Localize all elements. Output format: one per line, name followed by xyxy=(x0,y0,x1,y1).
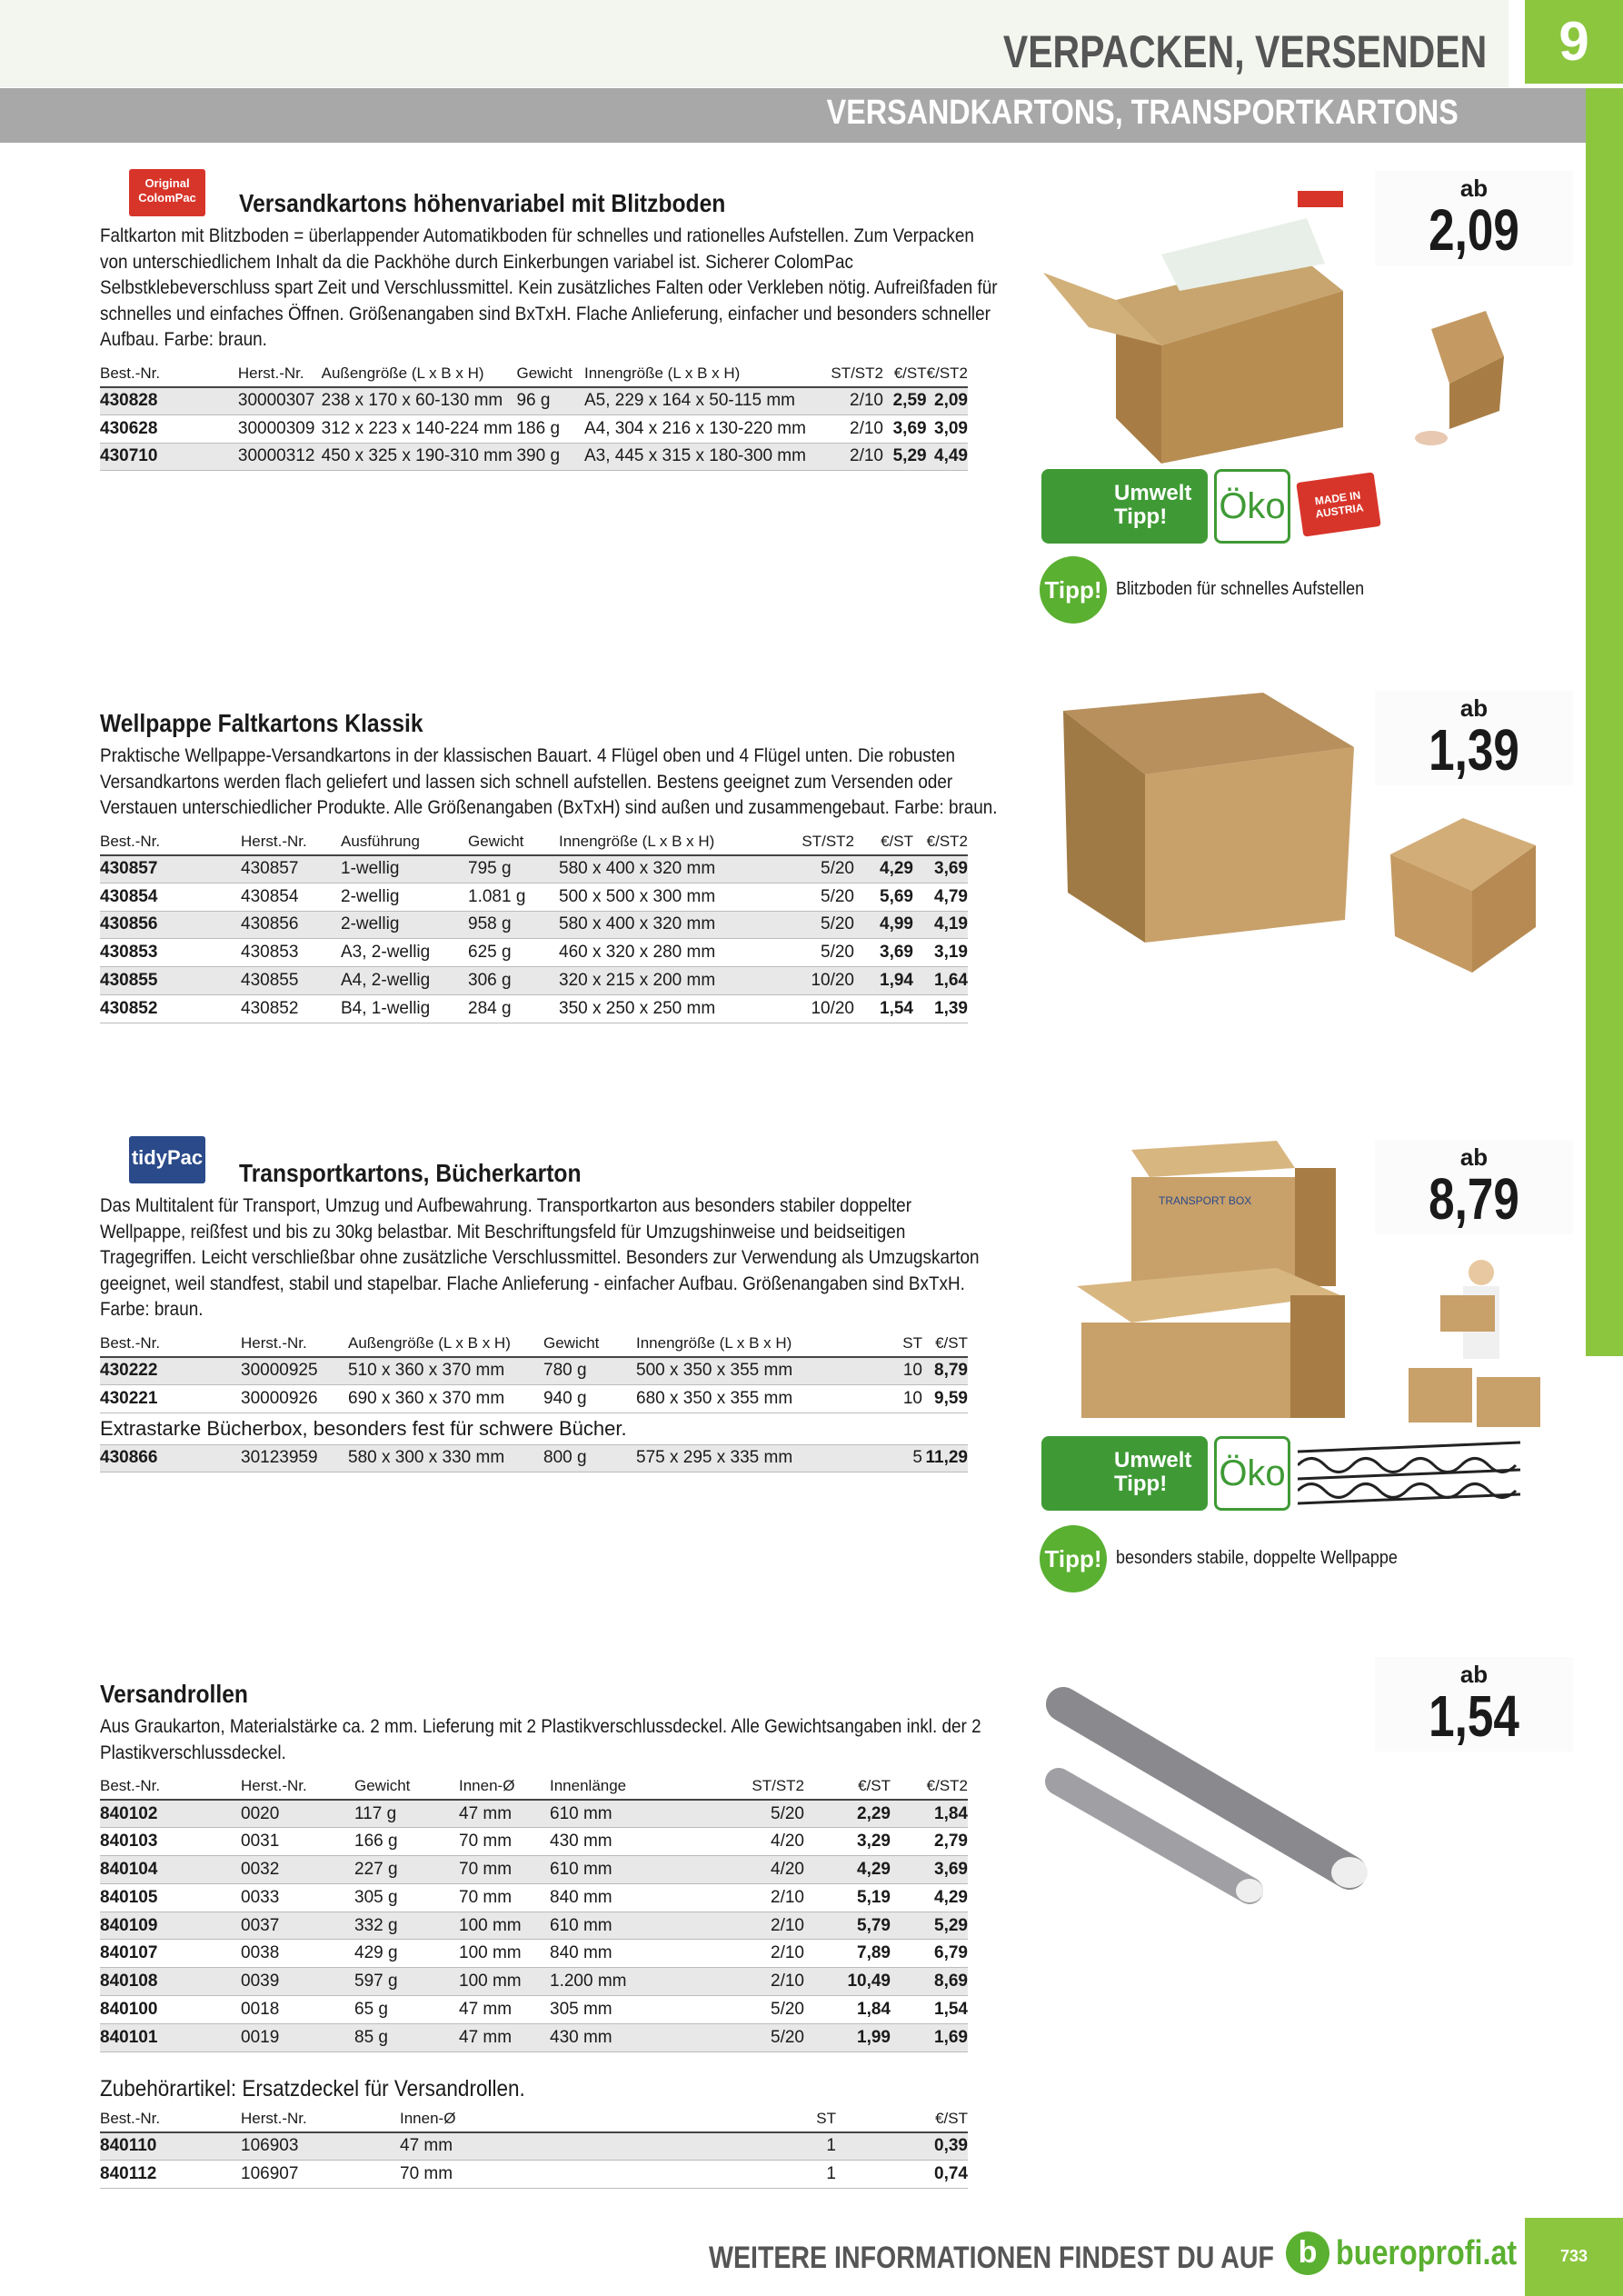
article-number-cell: 430852 xyxy=(100,994,241,1023)
table-cell: 166 g xyxy=(354,1828,459,1856)
table-cell: 1,54 xyxy=(891,1996,968,2024)
table-cell: 8,69 xyxy=(891,1968,968,1996)
table-cell: 312 x 223 x 140-224 mm xyxy=(322,414,517,443)
table-cell: 350 x 250 x 250 mm xyxy=(559,994,768,1023)
table-cell: 625 g xyxy=(468,939,559,967)
table-row xyxy=(100,1444,968,1472)
price-ab-label: ab xyxy=(1459,694,1489,722)
price-ab-label: ab xyxy=(1459,1661,1489,1688)
column-header: Herst.-Nr. xyxy=(241,2108,400,2132)
table-row xyxy=(100,1940,968,1968)
column-header: ST/ST2 xyxy=(713,1775,804,1800)
table-cell: 840 mm xyxy=(550,1940,713,1968)
versandrollen-image xyxy=(1036,1682,1381,1909)
table-cell: 0038 xyxy=(241,1940,354,1968)
price-box xyxy=(1375,1657,1573,1752)
table-cell: 3,69 xyxy=(891,1856,968,1884)
umzug-person-image xyxy=(1409,1250,1545,1432)
article-number-cell: 430854 xyxy=(100,883,241,911)
table-cell: 1.200 mm xyxy=(550,1968,713,1996)
table-row xyxy=(100,1968,968,1996)
table-cell: A4, 304 x 216 x 130-220 mm xyxy=(584,414,816,443)
faltkarton-closed-image xyxy=(1381,800,1545,982)
article-number-cell: 430628 xyxy=(100,414,238,443)
table-cell: 0,74 xyxy=(836,2160,968,2188)
umwelt-tipp-badge: Umwelt Tipp! xyxy=(1041,469,1208,544)
faltkarton-image xyxy=(1054,684,1363,947)
table-cell: 510 x 360 x 370 mm xyxy=(348,1357,543,1385)
table-cell: 780 g xyxy=(543,1357,636,1385)
table-cell: 10 xyxy=(872,1384,922,1413)
column-header: €/ST xyxy=(883,363,927,387)
column-header: €/ST xyxy=(836,2108,968,2132)
table-cell: 47 mm xyxy=(400,2132,709,2161)
table-cell: 1,64 xyxy=(913,967,968,995)
table-cell: 2,29 xyxy=(804,1800,891,1828)
table-row xyxy=(100,1996,968,2024)
column-header: Best.-Nr. xyxy=(100,363,238,387)
column-header: Innengröße (L x B x H) xyxy=(636,1333,872,1357)
column-header: Innengröße (L x B x H) xyxy=(584,363,816,387)
table-cell: 65 g xyxy=(354,1996,459,2024)
product-table xyxy=(100,831,968,1023)
table-cell: 2/10 xyxy=(816,414,883,443)
table-cell: 5,69 xyxy=(854,883,913,911)
column-header: Gewicht xyxy=(516,363,584,387)
price-box xyxy=(1375,1140,1573,1234)
table-cell: 1,99 xyxy=(804,2023,891,2051)
chapter-tab-number[interactable]: 9 xyxy=(1525,0,1623,84)
table-cell: 5/20 xyxy=(768,939,854,967)
table-cell: 2-wellig xyxy=(341,911,468,939)
table-cell: 284 g xyxy=(468,994,559,1023)
column-header: Gewicht xyxy=(543,1333,636,1357)
table-cell: 332 g xyxy=(354,1912,459,1940)
table-cell: 430855 xyxy=(241,967,341,995)
footer-url-link[interactable]: bueroprofi.at xyxy=(1336,2234,1518,2272)
table-cell: 1,69 xyxy=(891,2023,968,2051)
table-cell: 227 g xyxy=(354,1856,459,1884)
table-cell: 30000925 xyxy=(241,1357,348,1385)
article-number-cell: 430222 xyxy=(100,1357,241,1385)
table-row xyxy=(100,911,968,939)
article-number-cell: 840112 xyxy=(100,2160,241,2188)
table-cell: 958 g xyxy=(468,911,559,939)
table-cell: 430853 xyxy=(241,939,341,967)
table-cell: 70 mm xyxy=(459,1828,550,1856)
column-header: Best.-Nr. xyxy=(100,1775,241,1800)
article-number-cell: 840105 xyxy=(100,1883,241,1912)
table-cell: 450 x 325 x 190-310 mm xyxy=(322,443,517,471)
table-cell: 0020 xyxy=(241,1800,354,1828)
table-cell: 1 xyxy=(709,2132,836,2161)
table-cell: 306 g xyxy=(468,967,559,995)
product-table xyxy=(100,1775,968,2052)
accessory-table xyxy=(100,2108,968,2189)
table-cell: 30000309 xyxy=(238,414,322,443)
table-cell: 3,09 xyxy=(927,414,968,443)
price-box xyxy=(1375,171,1573,265)
table-cell: 85 g xyxy=(354,2023,459,2051)
price-ab-label: ab xyxy=(1459,1143,1489,1171)
table-cell: 460 x 320 x 280 mm xyxy=(559,939,768,967)
column-header: Gewicht xyxy=(468,831,559,855)
table-cell: 305 g xyxy=(354,1883,459,1912)
table-cell: 3,69 xyxy=(883,414,927,443)
table-cell: 1 xyxy=(709,2160,836,2188)
product-title: Versandrollen xyxy=(100,1680,248,1708)
table-cell: 2/10 xyxy=(816,443,883,471)
table-cell: 100 mm xyxy=(459,1912,550,1940)
umwelt-tipp-badge: Umwelt Tipp! xyxy=(1041,1436,1208,1511)
column-header: Best.-Nr. xyxy=(100,831,241,855)
column-header: Ausführung xyxy=(341,831,468,855)
table-cell: 0,39 xyxy=(836,2132,968,2161)
table-row xyxy=(100,883,968,911)
table-cell: 9,59 xyxy=(922,1384,968,1413)
table-cell: 4,29 xyxy=(804,1856,891,1884)
table-cell: 800 g xyxy=(543,1444,636,1472)
table-cell: 597 g xyxy=(354,1968,459,1996)
table-cell: 0033 xyxy=(241,1883,354,1912)
table-cell: 3,29 xyxy=(804,1828,891,1856)
table-cell: 2/10 xyxy=(713,1912,804,1940)
table-cell: 11,29 xyxy=(922,1444,968,1472)
column-header: ST xyxy=(709,2108,836,2132)
column-header: Best.-Nr. xyxy=(100,2108,241,2132)
table-cell: 2,79 xyxy=(891,1828,968,1856)
table-cell: 429 g xyxy=(354,1940,459,1968)
table-row xyxy=(100,1800,968,1828)
table-cell: 580 x 400 x 320 mm xyxy=(559,855,768,883)
article-number-cell: 840102 xyxy=(100,1800,241,1828)
table-cell: 500 x 500 x 300 mm xyxy=(559,883,768,911)
price-box xyxy=(1375,691,1573,785)
table-cell: 1,84 xyxy=(891,1800,968,1828)
table-cell: 2/10 xyxy=(713,1968,804,1996)
table-row xyxy=(100,1856,968,1884)
table-cell: 100 mm xyxy=(459,1940,550,1968)
article-number-cell: 840110 xyxy=(100,2132,241,2161)
tipp-text: besonders stabile, doppelte Wellpappe xyxy=(1116,1548,1398,1568)
table-cell: 430856 xyxy=(241,911,341,939)
article-number-cell: 430710 xyxy=(100,443,238,471)
column-header: Außengröße (L x B x H) xyxy=(322,363,517,387)
table-cell: A3, 2-wellig xyxy=(341,939,468,967)
table-cell: 238 x 170 x 60-130 mm xyxy=(322,387,517,415)
article-number-cell: 840100 xyxy=(100,1996,241,2024)
table-cell: 1,54 xyxy=(854,994,913,1023)
table-cell: 5,79 xyxy=(804,1912,891,1940)
column-header: €/ST2 xyxy=(891,1775,968,1800)
table-cell: 5/20 xyxy=(713,1800,804,1828)
table-cell: 5,19 xyxy=(804,1883,891,1912)
table-cell: 4,79 xyxy=(913,883,968,911)
tidypac-logo: tidyPac xyxy=(129,1136,205,1183)
column-header: Herst.-Nr. xyxy=(241,1333,348,1357)
page-number: 733 xyxy=(1525,2218,1623,2296)
table-cell: A4, 2-wellig xyxy=(341,967,468,995)
table-cell: 5/20 xyxy=(713,2023,804,2051)
article-number-cell: 430857 xyxy=(100,855,241,883)
table-cell: 0032 xyxy=(241,1856,354,1884)
product-description: Faltkarton mit Blitzboden = überlappender Automatikboden für schnelles und rationelles Aufstellen. Zum Verpacken von unterschiedlichem Inhalt da die Packhöhe durch Einkerbungen variabel ist. Sicherer ColomPac Selbstklebeverschluss spart Zeit und Verschlussmittel. Kein zusätzliches Falten oder Verkleben nötig. Aufreißfaden für schnelles und einfaches Öffnen. Größenangaben sind BxTxH. Flache Anlieferung, einfacher und besonders schneller Aufbau. Farbe: braun. xyxy=(100,225,998,350)
column-header: Gewicht xyxy=(354,1775,459,1800)
product-description: Praktische Wellpappe-Versandkartons in der klassischen Bauart. 4 Flügel oben und 4 Flügel unten. Die robusten Versandkartons werden flach geliefert und lassen sich schnell aufstellen. Bestens geeignet zum Versenden oder Verstauen unterschiedlicher Produkte. Alle Größenangaben (BxTxH) sind außen und zusammengebaut. Farbe: braun. xyxy=(100,745,998,818)
table-cell: 4,29 xyxy=(854,855,913,883)
table-cell: A3, 445 x 315 x 180-300 mm xyxy=(584,443,816,471)
colompac-logo: Original ColomPac xyxy=(129,169,205,216)
table-cell: 6,79 xyxy=(891,1940,968,1968)
table-cell: 2/10 xyxy=(713,1940,804,1968)
table-cell: 47 mm xyxy=(459,2023,550,2051)
table-cell: 30000307 xyxy=(238,387,322,415)
table-cell: 106903 xyxy=(241,2132,400,2161)
table-cell: 186 g xyxy=(516,414,584,443)
product-description: Aus Graukarton, Materialstärke ca. 2 mm. Lieferung mit 2 Plastikverschlussdeckel. Alle Gewichtsangaben inkl. der 2 Plastikverschlussdeckel. xyxy=(100,1716,981,1763)
table-cell: 2,59 xyxy=(883,387,927,415)
section-subtitle: VERSANDKARTONS, TRANSPORTKARTONS xyxy=(826,94,1459,132)
article-number-cell: 840109 xyxy=(100,1912,241,1940)
table-cell: 30000926 xyxy=(241,1384,348,1413)
table-cell: 0018 xyxy=(241,1996,354,2024)
table-cell: 1-wellig xyxy=(341,855,468,883)
table-cell: 390 g xyxy=(516,443,584,471)
table-cell: 106907 xyxy=(241,2160,400,2188)
tipp-icon: Tipp! xyxy=(1040,556,1107,624)
article-number-cell: 840103 xyxy=(100,1828,241,1856)
table-row xyxy=(100,1357,968,1385)
table-row xyxy=(100,2160,968,2188)
product-title: Transportkartons, Bücherkarton xyxy=(239,1159,582,1187)
table-cell: 4,19 xyxy=(913,911,968,939)
table-cell: 0031 xyxy=(241,1828,354,1856)
blitzboden-box-image xyxy=(1034,191,1361,464)
article-number-cell: 430856 xyxy=(100,911,241,939)
table-cell: 70 mm xyxy=(459,1856,550,1884)
table-cell: 1,84 xyxy=(804,1996,891,2024)
table-row xyxy=(100,2132,968,2161)
table-cell: 70 mm xyxy=(459,1883,550,1912)
column-header: Innen-Ø xyxy=(459,1775,550,1800)
table-cell: 430852 xyxy=(241,994,341,1023)
svg-text:TRANSPORT BOX: TRANSPORT BOX xyxy=(1159,1194,1252,1207)
article-number-cell: 430866 xyxy=(100,1444,241,1472)
article-number-cell: 430855 xyxy=(100,967,241,995)
section-transportkartons xyxy=(100,1159,980,1472)
footer-text: WEITERE INFORMATIONEN FINDEST DU AUF xyxy=(709,2241,1274,2275)
table-cell: 610 mm xyxy=(550,1912,713,1940)
table-note: Extrastarke Bücherbox, besonders fest für schwere Bücher. xyxy=(100,1413,968,1444)
column-header: Best.-Nr. xyxy=(100,1333,241,1357)
table-cell: A5, 229 x 164 x 50-115 mm xyxy=(584,387,816,415)
table-cell: 690 x 360 x 370 mm xyxy=(348,1384,543,1413)
chapter-title: VERPACKEN, VERSENDEN xyxy=(1002,26,1487,77)
table-cell: 4,29 xyxy=(891,1883,968,1912)
section-versandrollen xyxy=(100,1680,981,2189)
column-header: ST/ST2 xyxy=(816,363,883,387)
table-cell: 47 mm xyxy=(459,1800,550,1828)
table-cell: 575 x 295 x 335 mm xyxy=(636,1444,872,1472)
product-title: Wellpappe Faltkartons Klassik xyxy=(100,709,423,737)
table-cell: 5,29 xyxy=(883,443,927,471)
table-row xyxy=(100,2023,968,2051)
table-cell: 1,94 xyxy=(854,967,913,995)
table-row xyxy=(100,414,968,443)
table-row xyxy=(100,1912,968,1940)
article-number-cell: 430221 xyxy=(100,1384,241,1413)
made-in-austria-badge: MADE IN AUSTRIA xyxy=(1296,472,1381,536)
product-table xyxy=(100,363,968,472)
column-header: Innengröße (L x B x H) xyxy=(559,831,768,855)
table-cell: B4, 1-wellig xyxy=(341,994,468,1023)
table-row xyxy=(100,1883,968,1912)
product-description: Das Multitalent für Transport, Umzug und Aufbewahrung. Transportkarton aus besonders stabiler doppelter Wellpappe, reißfest und bis zu 30kg belastbar. Mit Beschriftungsfeld für Umzugshinweise und beidseitigen Tragegriffen. Leicht verschließbar ohne zusätzliche Verschlussmittel. Besonders zur Verwendung als Umzugskarton geeignet, weil standfest, stabil und stapelbar. Flache Anlieferung - einfacher Aufbau. Größenangaben sind BxTxH. Farbe: braun. xyxy=(100,1195,980,1320)
table-cell: 0037 xyxy=(241,1912,354,1940)
bueroprofi-logo-icon: b xyxy=(1286,2231,1329,2275)
side-stripe xyxy=(1586,88,1623,1356)
accessory-title: Zubehörartikel: Ersatzdeckel für Versandrollen. xyxy=(100,2075,525,2101)
table-row xyxy=(100,994,968,1023)
tipp-icon: Tipp! xyxy=(1040,1525,1107,1592)
price-ab-label: ab xyxy=(1459,175,1489,202)
table-cell: 47 mm xyxy=(459,1996,550,2024)
price-value: 8,79 xyxy=(1429,1166,1519,1232)
section-versandkartons-blitzboden xyxy=(100,189,998,471)
table-cell: 30123959 xyxy=(241,1444,348,1472)
table-cell: 4/20 xyxy=(713,1856,804,1884)
table-cell: 430857 xyxy=(241,855,341,883)
column-header: Außengröße (L x B x H) xyxy=(348,1333,543,1357)
table-cell: 0019 xyxy=(241,2023,354,2051)
table-cell: 320 x 215 x 200 mm xyxy=(559,967,768,995)
column-header: €/ST xyxy=(922,1333,968,1357)
table-cell: 3,69 xyxy=(913,855,968,883)
article-number-cell: 430853 xyxy=(100,939,241,967)
column-header: €/ST2 xyxy=(927,363,968,387)
column-header: ST xyxy=(872,1333,922,1357)
table-cell: 10 xyxy=(872,1357,922,1385)
table-cell: 610 mm xyxy=(550,1800,713,1828)
table-cell: 3,69 xyxy=(854,939,913,967)
table-cell: 840 mm xyxy=(550,1883,713,1912)
table-cell: 100 mm xyxy=(459,1968,550,1996)
table-cell: 2/10 xyxy=(816,387,883,415)
table-cell: 5/20 xyxy=(713,1996,804,2024)
table-cell: 430 mm xyxy=(550,1828,713,1856)
table-cell: 2/10 xyxy=(713,1883,804,1912)
section-wellpappe-faltkartons xyxy=(100,709,998,1023)
table-cell: 580 x 400 x 320 mm xyxy=(559,911,768,939)
table-row xyxy=(100,855,968,883)
product-title: Versandkartons höhenvariabel mit Blitzboden xyxy=(239,189,726,217)
product-table xyxy=(100,1333,968,1473)
table-cell: 2,09 xyxy=(927,387,968,415)
column-header: Innenlänge xyxy=(550,1775,713,1800)
table-cell: 2-wellig xyxy=(341,883,468,911)
table-cell: 8,79 xyxy=(922,1357,968,1385)
table-cell: 4/20 xyxy=(713,1828,804,1856)
table-cell: 70 mm xyxy=(400,2160,709,2188)
article-number-cell: 840101 xyxy=(100,2023,241,2051)
oeko-badge: Öko xyxy=(1214,1436,1290,1511)
table-row xyxy=(100,939,968,967)
table-row xyxy=(100,387,968,415)
table-cell: 10/20 xyxy=(768,967,854,995)
table-cell: 580 x 300 x 330 mm xyxy=(348,1444,543,1472)
column-header: Herst.-Nr. xyxy=(241,831,341,855)
table-cell: 1.081 g xyxy=(468,883,559,911)
table-cell: 430854 xyxy=(241,883,341,911)
price-value: 2,09 xyxy=(1429,197,1519,263)
table-cell: 4,99 xyxy=(854,911,913,939)
column-header: €/ST xyxy=(804,1775,891,1800)
wellpappe-illustration xyxy=(1298,1438,1525,1511)
table-cell: 5,29 xyxy=(891,1912,968,1940)
table-cell: 117 g xyxy=(354,1800,459,1828)
table-cell: 96 g xyxy=(516,387,584,415)
column-header: €/ST2 xyxy=(913,831,968,855)
table-cell: 610 mm xyxy=(550,1856,713,1884)
transport-box-image xyxy=(1077,1141,1377,1423)
table-cell: 3,19 xyxy=(913,939,968,967)
table-row xyxy=(100,1828,968,1856)
table-row xyxy=(100,1384,968,1413)
table-cell: 795 g xyxy=(468,855,559,883)
column-header: Herst.-Nr. xyxy=(238,363,322,387)
table-cell: 940 g xyxy=(543,1384,636,1413)
table-cell: 4,49 xyxy=(927,443,968,471)
table-cell: 10/20 xyxy=(768,994,854,1023)
oeko-badge: Öko xyxy=(1214,469,1290,544)
column-header: ST/ST2 xyxy=(768,831,854,855)
box-folding-image xyxy=(1413,293,1513,452)
table-cell: 10,49 xyxy=(804,1968,891,1996)
table-cell: 1,39 xyxy=(913,994,968,1023)
column-header: Innen-Ø xyxy=(400,2108,709,2132)
table-cell: 5/20 xyxy=(768,883,854,911)
table-cell: 0039 xyxy=(241,1968,354,1996)
column-header: €/ST xyxy=(854,831,913,855)
tipp-text: Blitzboden für schnelles Aufstellen xyxy=(1116,579,1365,599)
price-value: 1,54 xyxy=(1429,1683,1519,1749)
table-cell: 5/20 xyxy=(768,855,854,883)
table-row xyxy=(100,967,968,995)
table-cell: 305 mm xyxy=(550,1996,713,2024)
table-row xyxy=(100,443,968,471)
table-cell: 430 mm xyxy=(550,2023,713,2051)
price-value: 1,39 xyxy=(1429,717,1519,783)
column-header: Herst.-Nr. xyxy=(241,1775,354,1800)
table-cell: 5 xyxy=(872,1444,922,1472)
article-number-cell: 840108 xyxy=(100,1968,241,1996)
article-number-cell: 430828 xyxy=(100,387,238,415)
subtitle-bar xyxy=(0,88,1586,143)
table-cell: 5/20 xyxy=(768,911,854,939)
article-number-cell: 840104 xyxy=(100,1856,241,1884)
table-cell: 30000312 xyxy=(238,443,322,471)
table-cell: 7,89 xyxy=(804,1940,891,1968)
table-cell: 500 x 350 x 355 mm xyxy=(636,1357,872,1385)
article-number-cell: 840107 xyxy=(100,1940,241,1968)
table-cell: 680 x 350 x 355 mm xyxy=(636,1384,872,1413)
